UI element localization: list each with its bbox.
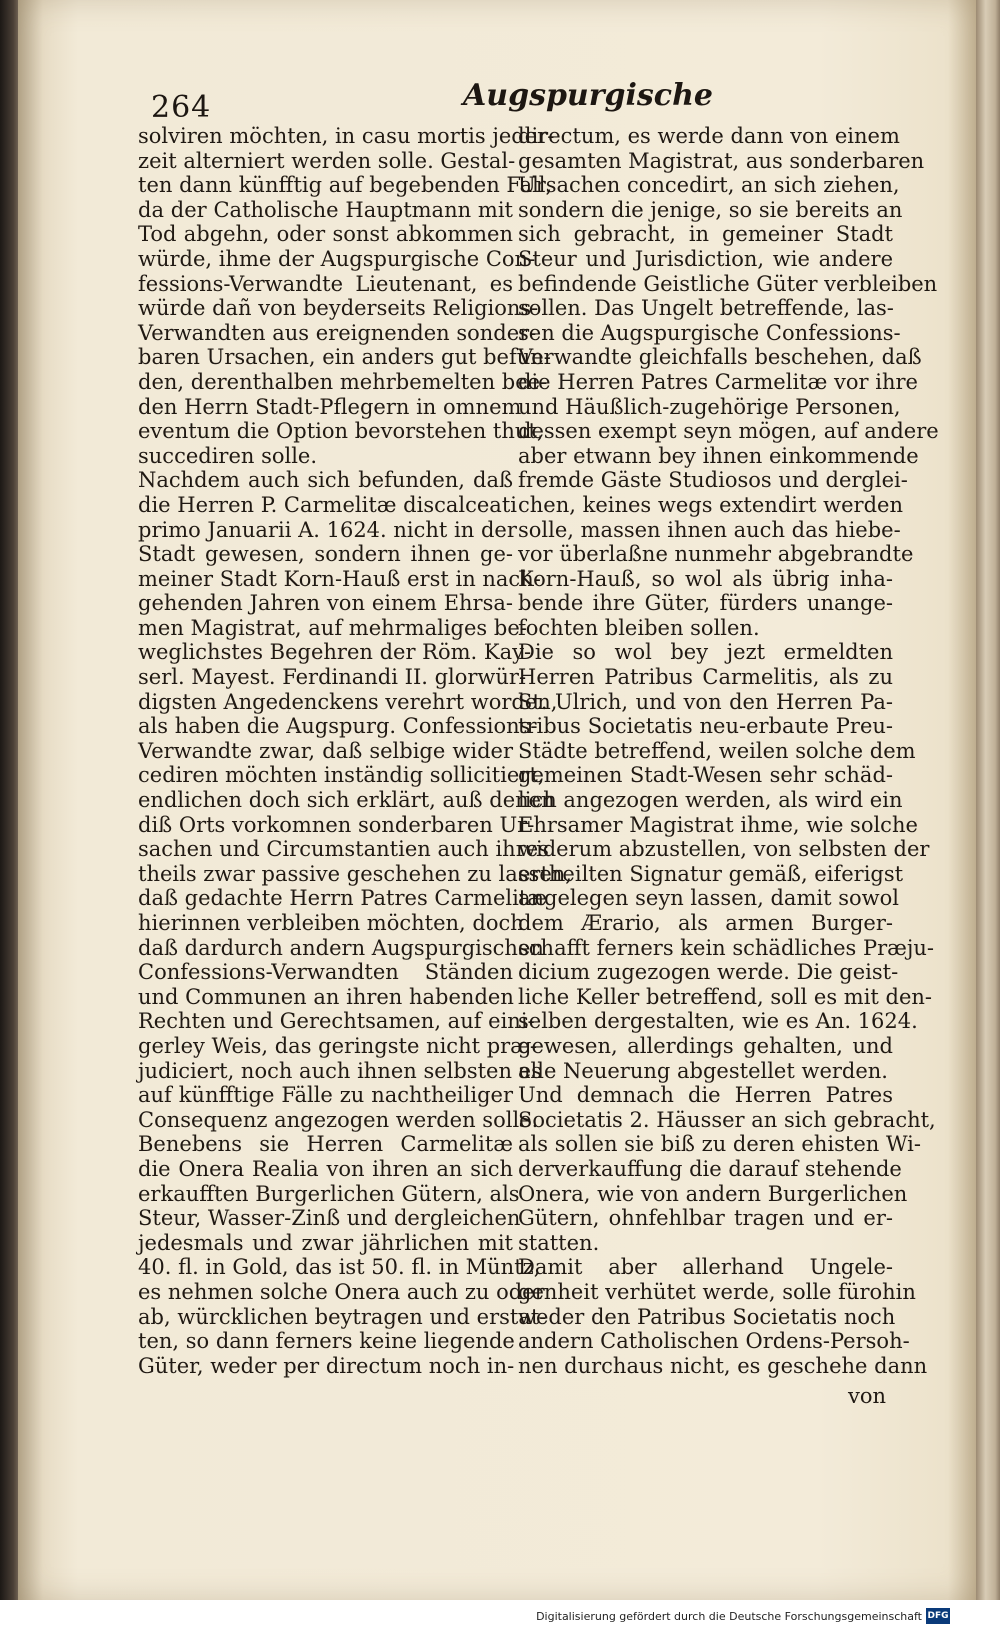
- page-number: 264: [151, 90, 212, 125]
- text-line: Die so wol bey jezt ermeldten: [518, 640, 893, 665]
- text-line: St. Ulrich, und von den Herren Pa-: [518, 689, 893, 714]
- funding-credit: Digitalisierung gefördert durch die Deutsche Forschungsgemeinschaft: [536, 1610, 922, 1623]
- text-line: vor überlaßne nunmehr abgebrandte: [518, 542, 914, 567]
- text-line: andern Catholischen Ordens-Persoh-: [518, 1329, 910, 1354]
- text-line: und Häußlich-zugehörige Personen,: [518, 394, 901, 419]
- text-line: Ursachen concedirt, an sich ziehen,: [518, 173, 900, 198]
- text-line: dicium zugezogen werde. Die geist-: [518, 960, 899, 985]
- text-line: Herren Patribus Carmelitis, als zu: [518, 665, 893, 690]
- catchword: von: [848, 1384, 887, 1408]
- text-line: dem Ærario, als armen Burger-: [518, 911, 893, 935]
- text-line: angelegen seyn lassen, damit sowol: [518, 886, 899, 911]
- footer-bar: [0, 1600, 1000, 1636]
- text-line: Steur, Wasser-Zinß und dergleichen: [138, 1206, 521, 1231]
- text-line: Consequenz angezogen werden solle.: [138, 1107, 539, 1132]
- text-line: Steur und Jurisdiction, wie andere: [518, 246, 893, 271]
- text-line: da der Catholische Hauptmann mit: [138, 197, 513, 222]
- text-line: judiciert, noch auch ihnen selbsten es: [138, 1058, 542, 1083]
- text-line: ertheilten Signatur gemäß, eiferigst: [518, 861, 904, 886]
- page-header: [133, 76, 953, 126]
- text-line: Ehrsamer Magistrat ihme, wie solche: [518, 812, 918, 837]
- text-line: Onera, wie von andern Burgerlichen: [518, 1181, 908, 1206]
- text-line: ab, würcklichen beytragen und erstat-: [138, 1304, 547, 1329]
- text-line: würde dañ von beyderseits Religions-: [138, 296, 539, 321]
- text-line: Verwandte zwar, daß selbige wider: [138, 738, 513, 763]
- text-line: theils zwar passive geschehen zu lassen,: [138, 861, 572, 886]
- right-text-column: [518, 124, 939, 1378]
- text-line: widerum abzustellen, von selbsten der: [518, 837, 930, 862]
- text-line: bende ihre Güter, fürders unange-: [518, 591, 893, 616]
- text-line: solle, massen ihnen auch das hiebe-: [518, 517, 901, 542]
- text-line: die Herren Patres Carmelitæ vor ihre: [518, 369, 918, 394]
- text-line: die Herren P. Carmelitæ discalceati: [138, 492, 517, 517]
- text-line: fremde Gäste Studiosos und derglei-: [518, 468, 908, 493]
- text-line: digsten Angedenckens verehrt worden,: [138, 689, 558, 714]
- text-line: Güter, weder per directum noch in-: [138, 1353, 515, 1378]
- text-line: Tod abgehn, oder sonst abkommen: [138, 222, 513, 247]
- text-line: hierinnen verbleiben möchten, doch: [138, 911, 524, 935]
- text-line: schafft ferners kein schädliches Præju-: [518, 935, 935, 960]
- text-line: Städte betreffend, weilen solche dem: [518, 738, 916, 763]
- text-line: gemeinen Stadt-Wesen sehr schäd-: [518, 763, 893, 788]
- text-line: den Herrn Stadt-Pflegern in omnem: [138, 394, 522, 419]
- text-line: genheit verhütet werde, solle fürohin: [518, 1279, 916, 1304]
- text-line: es nehmen solche Onera auch zu oder: [138, 1279, 545, 1304]
- text-line: sachen und Circumstantien auch ihres: [138, 837, 549, 862]
- text-line: daß gedachte Herrn Patres Carmelitæ: [138, 886, 547, 911]
- text-line: den, derenthalben mehrbemelten bee-: [138, 369, 548, 394]
- text-line: Und demnach die Herren Patres: [518, 1083, 893, 1108]
- text-line: diß Orts vorkomnen sonderbaren Ur-: [138, 812, 535, 837]
- text-line: Stadt gewesen, sondern ihnen ge-: [138, 542, 513, 567]
- text-line: weglichstes Begehren der Röm. Kay-: [138, 640, 532, 665]
- text-line: sich gebracht, in gemeiner Stadt: [518, 222, 893, 247]
- text-line: lich angezogen werden, als wird ein: [518, 788, 903, 813]
- running-title: Augspurgische: [463, 78, 713, 113]
- text-line: eventum die Option bevorstehen thut,: [138, 419, 544, 444]
- text-line: Gütern, ohnfehlbar tragen und er-: [518, 1206, 893, 1231]
- text-line: succediren solle.: [138, 443, 318, 468]
- text-line: meiner Stadt Korn-Hauß erst in nach-: [138, 566, 541, 591]
- text-line: sen die Augspurgische Confessions-: [518, 320, 901, 345]
- text-line: zeit alterniert werden solle. Gestal-: [138, 148, 516, 173]
- text-line: men Magistrat, auf mehrmaliges be-: [138, 615, 527, 640]
- text-line: selben dergestalten, wie es An. 1624.: [518, 1009, 918, 1034]
- text-line: Confessions-Verwandten Ständen: [138, 960, 513, 985]
- text-line: befindende Geistliche Güter verbleiben: [518, 271, 938, 296]
- page-fore-edge: [976, 0, 1000, 1600]
- text-line: directum, es werde dann von einem: [518, 124, 900, 148]
- text-line: sondern die jenige, so sie bereits an: [518, 197, 903, 222]
- text-line: Nachdem auch sich befunden, daß: [138, 468, 513, 493]
- text-line: cediren möchten inständig sollicitiert,: [138, 763, 545, 788]
- text-line: Rechten und Gerechtsamen, auf eini-: [138, 1009, 535, 1034]
- text-line: fochten bleiben sollen.: [518, 615, 760, 640]
- text-line: serl. Mayest. Ferdinandi II. glorwür-: [138, 665, 527, 690]
- text-line: dessen exempt seyn mögen, auf andere: [518, 419, 939, 444]
- text-line: würde, ihme der Augspurgische Con-: [138, 246, 536, 271]
- text-line: gesamten Magistrat, aus sonderbaren: [518, 148, 925, 173]
- text-line: und Communen an ihren habenden: [138, 984, 514, 1009]
- text-line: endlichen doch sich erklärt, auß denen: [138, 788, 555, 813]
- left-text-column: [138, 124, 572, 1378]
- text-line: auf künfftige Fälle zu nachtheiliger: [138, 1083, 513, 1108]
- text-line: jedesmals und zwar jährlichen mit: [138, 1230, 513, 1255]
- text-line: Damit aber allerhand Ungele-: [518, 1255, 893, 1280]
- text-line: baren Ursachen, ein anders gut befun-: [138, 345, 551, 370]
- text-line: alle Neuerung abgestellet werden.: [518, 1058, 888, 1083]
- text-line: statten.: [518, 1230, 600, 1255]
- text-line: derverkauffung die darauf stehende: [518, 1156, 902, 1181]
- text-line: erkaufften Burgerlichen Gütern, als: [138, 1181, 520, 1206]
- text-line: Korn-Hauß, so wol als übrig inha-: [518, 566, 893, 591]
- text-line: gerley Weis, das geringste nicht præ-: [138, 1033, 538, 1058]
- text-line: weder den Patribus Societatis noch: [518, 1304, 896, 1329]
- text-line: Benebens sie Herren Carmelitæ: [138, 1132, 513, 1157]
- text-line: als sollen sie biß zu deren ehisten Wi-: [518, 1132, 921, 1157]
- text-line: 40. fl. in Gold, das ist 50. fl. in Müntz,: [138, 1255, 541, 1280]
- text-line: sollen. Das Ungelt betreffende, las-: [518, 296, 894, 321]
- text-line: daß dardurch andern Augspurgischen: [138, 935, 544, 960]
- text-line: fessions-Verwandte Lieutenant, es: [138, 271, 513, 296]
- text-line: Societatis 2. Häusser an sich gebracht,: [518, 1107, 936, 1132]
- text-line: gewesen, allerdings gehalten, und: [518, 1033, 893, 1058]
- text-line: als haben die Augspurg. Confessions-: [138, 714, 538, 739]
- text-line: solviren möchten, in casu mortis jeder-: [138, 124, 555, 148]
- text-line: Verwandte gleichfalls beschehen, daß: [518, 345, 922, 370]
- text-line: primo Januarii A. 1624. nicht in der: [138, 517, 517, 542]
- text-line: Verwandten aus ereignenden sonder-: [138, 320, 537, 345]
- text-line: nen durchaus nicht, es geschehe dann: [518, 1353, 928, 1378]
- dfg-logo: DFG: [926, 1608, 950, 1624]
- text-line: ten, so dann ferners keine liegende: [138, 1329, 515, 1354]
- text-line: die Onera Realia von ihren an sich: [138, 1156, 513, 1181]
- text-line: ten dann künfftig auf begebenden Fall,: [138, 173, 553, 198]
- text-line: liche Keller betreffend, soll es mit den-: [518, 984, 933, 1009]
- text-line: gehenden Jahren von einem Ehrsa-: [138, 591, 513, 616]
- text-line: aber etwann bey ihnen einkommende: [518, 443, 919, 468]
- text-line: tribus Societatis neu-erbaute Preu-: [518, 714, 893, 739]
- text-line: chen, keines wegs extendirt werden: [518, 492, 903, 517]
